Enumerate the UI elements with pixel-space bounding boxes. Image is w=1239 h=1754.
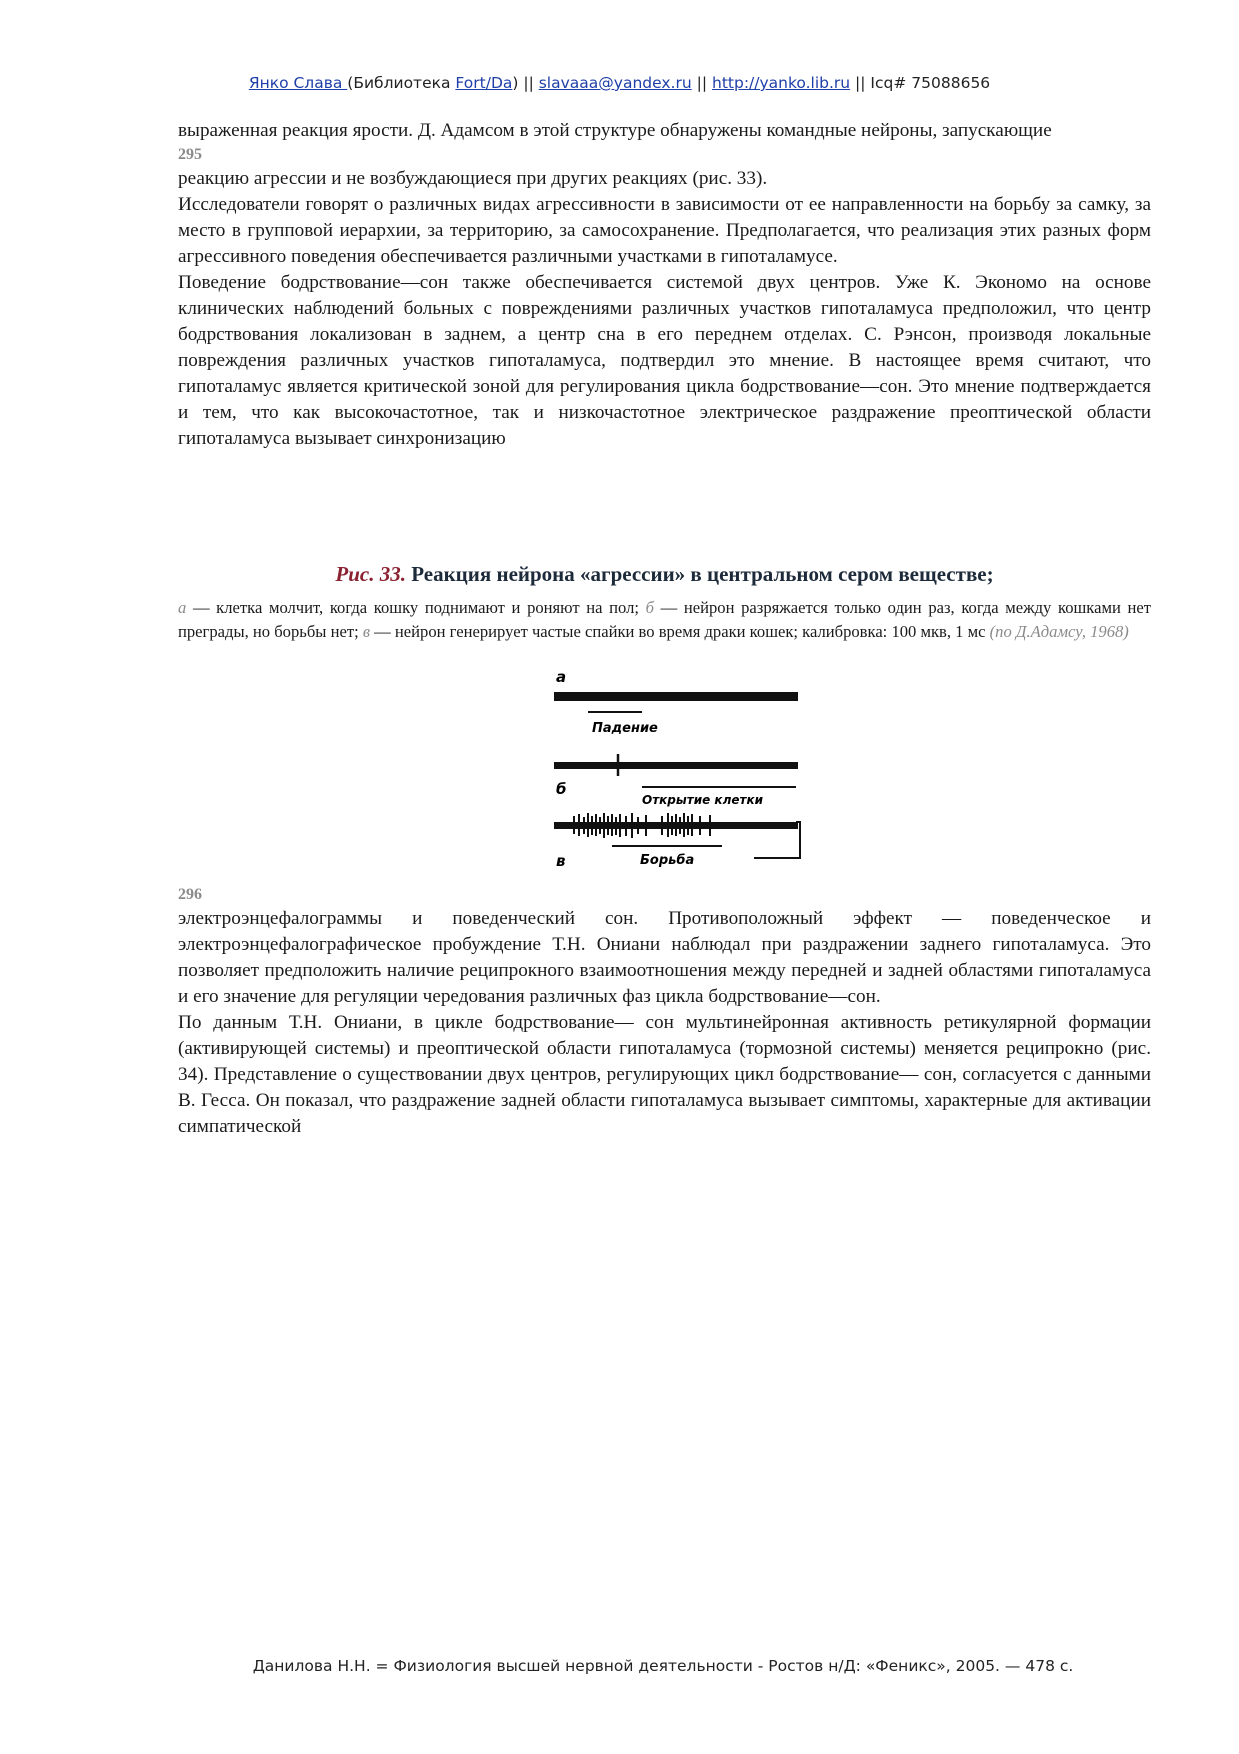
figure-caption xyxy=(178,562,1151,587)
paragraph: выраженная реакция ярости. Д. Адамсом в этой структуре обнаружены командные нейроны, запускающие xyxy=(178,120,1052,141)
page-footer xyxy=(0,1657,1239,1675)
text-block-top xyxy=(178,118,1151,452)
paragraph: Исследователи говорят о различных видах агрессивности в зависимости от ее направленности на борьбу за самку, за место в групповой иерархии, за территорию, за самосохранение. Предполагается, что реализация этих разных форм агрессивного поведения обеспечивается различными участками в гипоталамусе. xyxy=(178,194,1151,267)
trace-a-label: Падение xyxy=(592,721,658,736)
figure-source: (по Д.Адамсу, 1968) xyxy=(989,622,1129,641)
legend-letter: в xyxy=(362,622,371,641)
trace-a xyxy=(554,692,798,701)
figure-label: Рис. 33. xyxy=(335,562,406,586)
header-separator: || xyxy=(691,74,712,92)
page-number: 295 xyxy=(178,146,202,163)
page-number: 296 xyxy=(178,886,202,903)
paragraph: электроэнцефалограммы и поведенческий сон. Противоположный эффект — поведенческое и электроэнцефалографическое пробуждение Т.Н. Ониани наблюдал при раздражении заднего гипоталамуса. Это позволяет предположить наличие реципрокного взаимоотношения между передней и задней областями гипоталамуса и его значение для регуляции чередования различных фаз цикла бодрствование—сон. xyxy=(178,908,1151,1007)
neuron-traces-figure xyxy=(550,668,810,878)
trace-b-label: Открытие клетки xyxy=(642,793,764,807)
library-link[interactable]: Fort/Da xyxy=(455,74,513,92)
legend-text: — клетка молчит, когда кошку поднимают и роняют на пол; xyxy=(186,598,646,617)
figure-title xyxy=(178,562,1151,587)
trace-b xyxy=(554,762,798,769)
author-link[interactable]: Янко Слава xyxy=(248,74,348,92)
paragraph: Поведение бодрствование—сон также обеспечивается системой двух центров. Уже К. Экономо на основе клинических наблюдений больных с повреждениями различных участков гипоталамуса предположил, что центр бодрствования локализован в заднем, а центр сна в его переднем отделах. С. Рэнсон, производя локальные повреждения различных участков гипоталамуса, подтвердил это мнение. В настоящее время считают, что гипоталамус является критической зоной для регулирования цикла бодрствование—сон. Это мнение подтверждается и тем, что как высокочастотное, так и низкочастотное электрическое раздражение преоптической области гипоталамуса вызывает синхронизацию xyxy=(178,272,1151,449)
figure-legend xyxy=(178,596,1151,644)
paragraph: По данным Т.Н. Ониани, в цикле бодрствование— сон мультинейронная активность ретикулярной формации (активирующей системы) и преоптической области гипоталамуса (тормозной системы) меняется реципрокно (рис. 34). Представление о существовании двух центров, регулирующих цикл бодрствование— сон, согласуется с данными В. Гесса. Он показал, что раздражение задней области гипоталамуса вызывает симптомы, характерные для активации симпатической xyxy=(178,1012,1151,1137)
trace-v-letter: в xyxy=(556,852,566,870)
icq-text: || Icq# 75088656 xyxy=(850,74,991,92)
footer-citation: Данилова Н.Н. = Физиология высшей нервной деятельности - Ростов н/Д: «Феникс», 2005. — 478 с. xyxy=(252,1657,1074,1675)
legend-letter: а xyxy=(178,598,187,617)
figure-title-text: Реакция нейрона «агрессии» в центральном сером веществе; xyxy=(411,562,994,586)
email-link[interactable]: slavaaa@yandex.ru xyxy=(538,74,692,92)
header-separator: ) || xyxy=(512,74,539,92)
trace-v-label: Борьба xyxy=(640,853,695,868)
trace-b-letter: б xyxy=(556,780,567,798)
library-prefix: (Библиотека xyxy=(347,74,456,92)
text-block-bottom xyxy=(178,884,1151,1140)
paragraph: реакцию агрессии и не возбуждающиеся при других реакциях (рис. 33). xyxy=(178,168,768,189)
site-link[interactable]: http://yanko.lib.ru xyxy=(712,74,851,92)
legend-text: — нейрон разряжается только один раз, когда между кошками нет преграды, но борьбы нет; xyxy=(178,598,1151,641)
trace-a-letter: а xyxy=(556,668,567,686)
legend-letter: б xyxy=(645,598,654,617)
legend-text: — нейрон генерирует частые спайки во время драки кошек; калибровка: 100 мкв, 1 мс xyxy=(370,622,990,641)
page-header xyxy=(0,74,1239,92)
